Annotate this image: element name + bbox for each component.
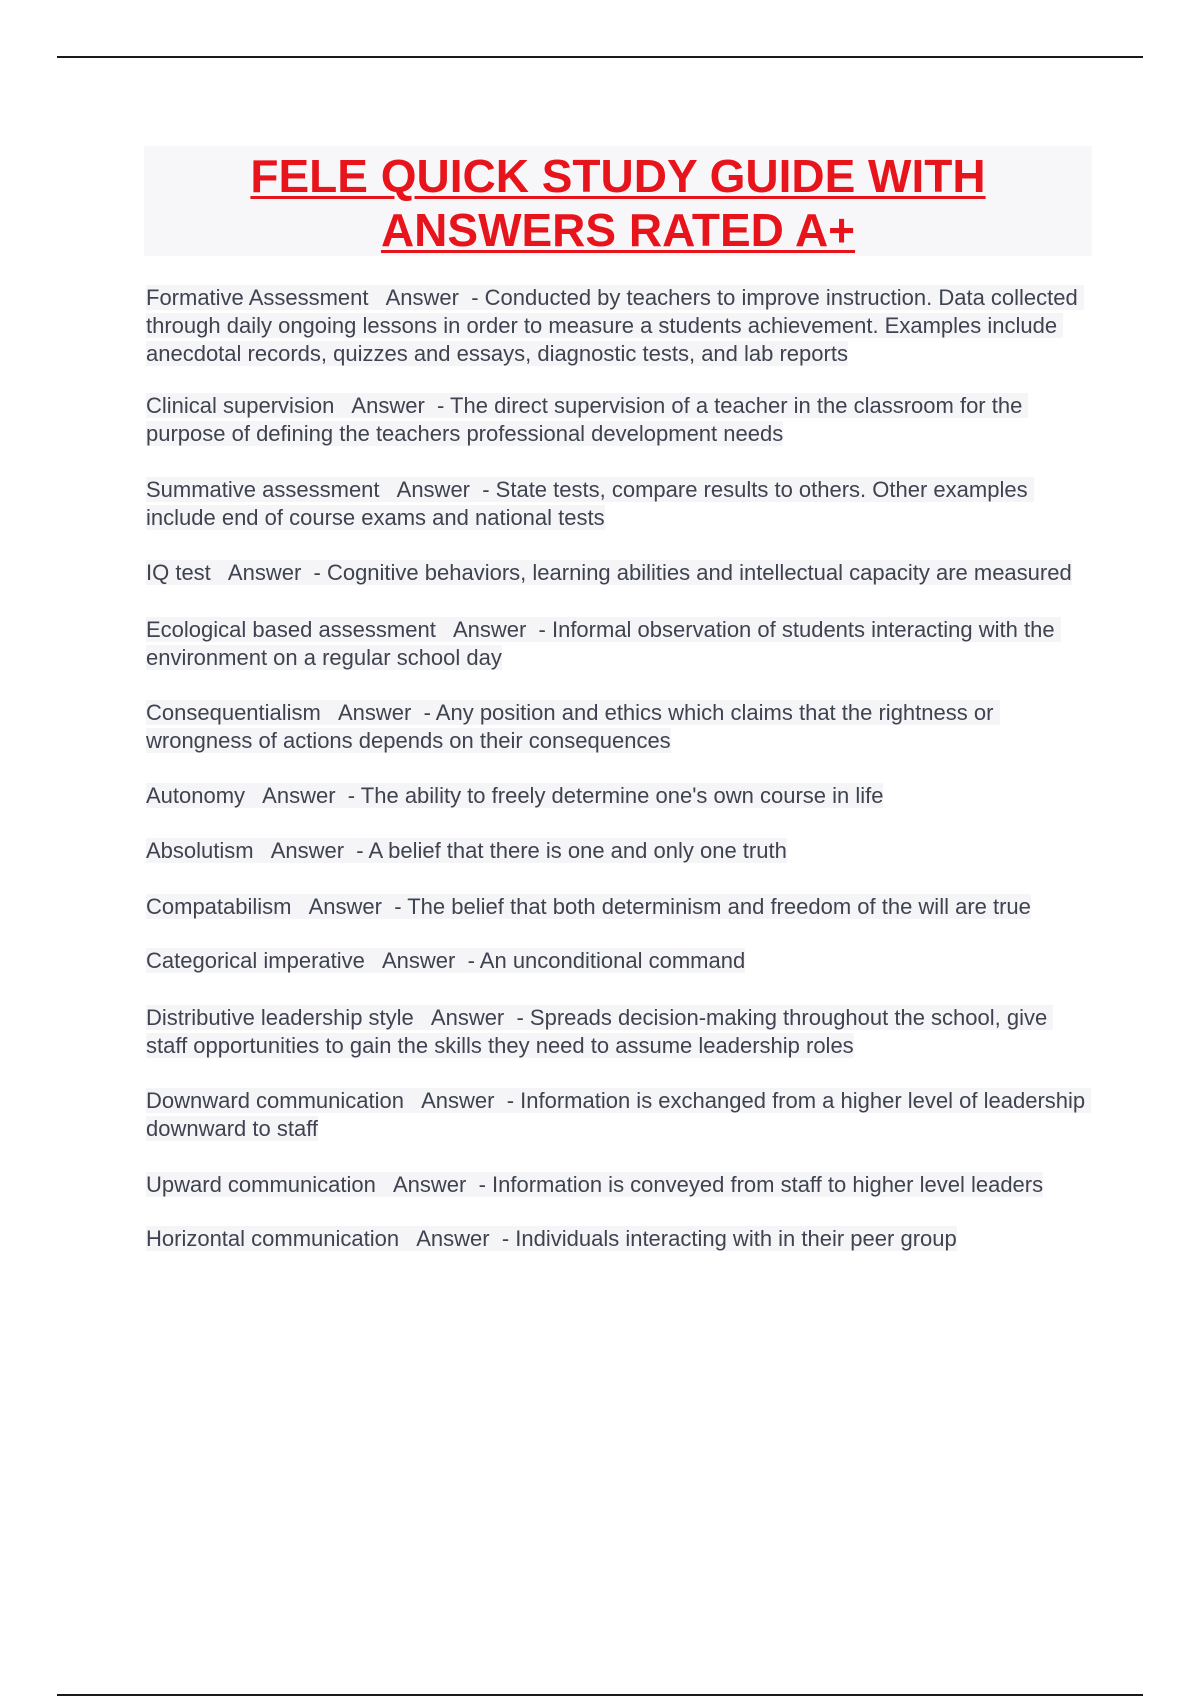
entry-consequentialism: Consequentialism Answer - Any position and ethics which claims that the rightness or wrongness of actions depends on their consequences [146,700,1000,753]
entry-clinical-supervision: Clinical supervision Answer - The direct supervision of a teacher in the classroom for the purpose of defining the teachers professional development needs [146,393,1029,446]
title-line-1: FELE QUICK STUDY GUIDE WITH [250,150,986,202]
study-entries [146,284,1092,1253]
top-rule [57,56,1143,58]
entry-iq-test: IQ test Answer - Cognitive behaviors, learning abilities and intellectual capacity are measured [146,560,1072,585]
title-block [144,146,1092,256]
entry-categorical-imperative: Categorical imperative Answer - An unconditional command [146,948,746,973]
entry-ecological-based-assessment: Ecological based assessment Answer - Informal observation of students interacting with the environment on a regular school day [146,617,1061,670]
entry-formative-assessment: Formative Assessment Answer - Conducted by teachers to improve instruction. Data collected through daily ongoing lessons in order to measure a students achievement. Examples include anecdotal records, quizzes and essays, diagnostic tests, and lab reports [146,285,1084,366]
entry-distributive-leadership-style: Distributive leadership style Answer - Spreads decision-making throughout the school, give staff opportunities to gain the skills they need to assume leadership roles [146,1005,1054,1058]
entry-compatabilism: Compatabilism Answer - The belief that both determinism and freedom of the will are true [146,894,1031,919]
entry-summative-assessment: Summative assessment Answer - State tests, compare results to others. Other examples include end of course exams and national tests [146,477,1034,530]
title-line-2: ANSWERS RATED A+ [380,204,856,256]
entry-absolutism: Absolutism Answer - A belief that there is one and only one truth [146,838,787,863]
document-title [144,146,1092,257]
entry-upward-communication: Upward communication Answer - Information is conveyed from staff to higher level leaders [146,1172,1044,1197]
entry-horizontal-communication: Horizontal communication Answer - Individuals interacting with in their peer group [146,1226,957,1251]
entry-autonomy: Autonomy Answer - The ability to freely determine one's own course in life [146,783,884,808]
bottom-rule [57,1694,1143,1696]
entry-downward-communication: Downward communication Answer - Information is exchanged from a higher level of leadership downward to staff [146,1088,1092,1141]
